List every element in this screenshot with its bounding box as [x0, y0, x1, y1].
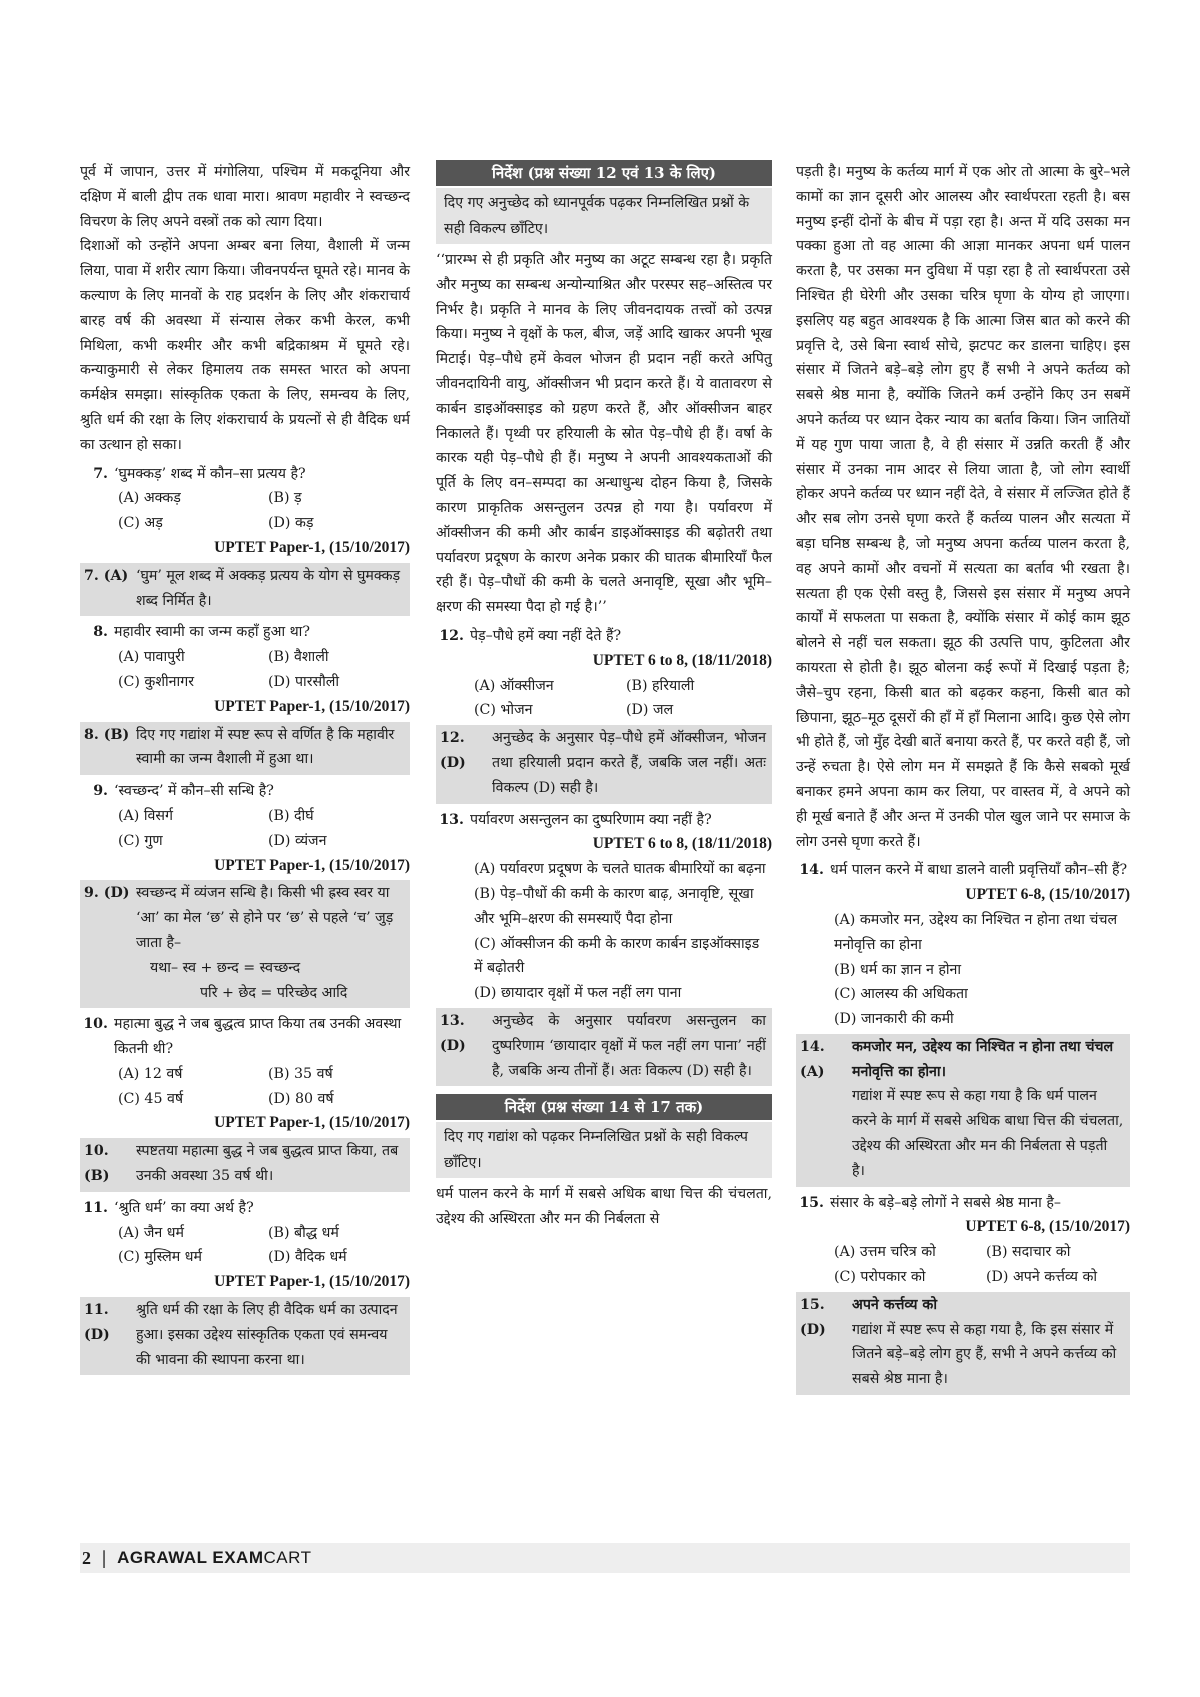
brand-suffix: CART — [263, 1548, 312, 1567]
directions-text: दिए गए गद्यांश को पढ़कर निम्नलिखित प्रश्नों के सही विकल्प छाँटिए। — [436, 1122, 772, 1178]
options — [118, 1221, 410, 1271]
answer-14 — [796, 1034, 1130, 1187]
option-d: (D) जल — [626, 702, 674, 719]
page-number: 2 — [82, 1547, 91, 1568]
option-a: (A) ऑक्सीजन — [474, 677, 554, 694]
option-d: (D) अपने कर्त्तव्य को — [986, 1269, 1098, 1286]
example-line: यथा– स्व + छन्द = स्वच्छन्द — [150, 959, 301, 976]
answer-body — [852, 1035, 1124, 1184]
question-text: धर्म पालन करने में बाधा डालने वाली प्रवृत्तियाँ कौन–सी हैं? — [830, 862, 1128, 879]
answer-text: दिए गए गद्यांश में स्पष्ट रूप से वर्णित है कि महावीर स्वामी का जन्म वैशाली में हुआ था। — [136, 726, 395, 768]
question-number: 12. — [439, 627, 464, 644]
passage-text: पूर्व में जापान, उत्तर में मंगोलिया, पश्चिम में मकदूनिया और दक्षिण में बाली द्वीप तक धावा मारा। श्रावण महावीर ने स्वच्छन्द विचरण के लिए अपने वस्त्रों तक को त्याग दिया। — [80, 164, 410, 230]
option-d: (D) वैदिक धर्म — [268, 1249, 347, 1266]
question-number: 8. — [93, 624, 108, 641]
question-12 — [436, 624, 772, 649]
answer-13 — [436, 1008, 772, 1086]
option-b: (B) बौद्ध धर्म — [268, 1224, 339, 1241]
answer-number: 13. (D) — [440, 1012, 466, 1054]
option-c: (C) गुण — [118, 832, 163, 849]
option-b: (B) पेड़–पौधों की कमी के कारण बाढ़, अनावृष्टि, सूखा और भूमि–क्षरण की समस्याएँ पैदा होना — [474, 885, 754, 927]
answer-text: अनुच्छेद के अनुसार पर्यावरण असन्तुलन का दुष्परिणाम ‘छायादार वृक्षों में फल नहीं लग पाना’ नहीं है, जबकि अन्य तीनों हैं। अतः विकल्प (D) सही है। — [492, 1012, 766, 1079]
answer-12 — [436, 725, 772, 803]
directions-heading: निर्देश (प्रश्न संख्या 12 एवं 13 के लिए) — [436, 160, 772, 186]
page-footer — [80, 1543, 1130, 1573]
options — [474, 674, 772, 724]
exam-source: UPTET 6 to 8, (18/11/2018) — [592, 651, 772, 669]
question-text: संसार के बड़े–बड़े लोगों ने सबसे श्रेष्ठ माना है– — [830, 1194, 1061, 1211]
example-line: परि + छेद = परिच्छेद आदि — [200, 984, 348, 1001]
column-left — [80, 160, 410, 1375]
question-text: पर्यावरण असन्तुलन का दुष्परिणाम क्या नहीं है? — [470, 811, 712, 828]
option-c: (C) भोजन — [474, 702, 533, 719]
options — [474, 857, 772, 1006]
option-b: (B) धर्म का ज्ञान न होना — [834, 961, 962, 978]
option-d: (D) व्यंजन — [268, 832, 327, 849]
option-d: (D) छायादार वृक्षों में फल नहीं लग पाना — [474, 985, 682, 1002]
question-15 — [796, 1191, 1130, 1216]
exam-source: UPTET Paper-1, (15/10/2017) — [214, 856, 410, 874]
option-a: (A) उत्तम चरित्र को — [834, 1244, 936, 1261]
answer-9 — [80, 880, 410, 1008]
answer-number: 9. (D) — [84, 885, 130, 902]
question-number: 14. — [799, 862, 824, 879]
option-c: (C) अड़ — [118, 515, 163, 532]
question-10 — [80, 1012, 410, 1062]
option-b: (B) ड़ — [268, 490, 302, 507]
passage-text: पड़ती है। मनुष्य के कर्तव्य मार्ग में एक ओर तो आत्मा के बुरे–भले कामों का ज्ञान दूसरी ओर आलस्य और स्वार्थपरता रहती है। बस मनुष्य इन्हीं दोनों के बीच में पड़ा रहा है। अन्त में यदि उसका मन पक्का हुआ तो वह आत्मा की आज्ञा मानकर अपना धर्म पालन करता है, पर उसका मन दुविधा में पड़ा रहा है तो स्वार्थपरता उसे निश्चित ही घेरेगी और उसका चरित्र घृणा के योग्य हो जाएगा। इसलिए यह बहुत आवश्यक है कि आत्मा जिस बात को करने की प्रवृत्ति दे, उसे बिना स्वार्थ सोचे, झटपट कर डालना चाहिए। इस संसार में जितने बड़े–बड़े लोग हुए हैं सभी ने अपने कर्तव्य को सबसे श्रेष्ठ माना है, क्योंकि जितने कर्म उन्होंने किए उन सबमें अपने कर्तव्य पर ध्यान देकर न्याय का बर्ताव किया। जिन जातियों में यह गुण पाया जाता है, वे ही संसार में उन्नति करती हैं और संसार में उनका नाम आदर से लिया जाता है, जो लोग स्वार्थी होकर अपने कर्तव्य पर ध्यान नहीं देते, वे संसार में लज्जित होते हैं और सब लोग उनसे घृणा करते हैं कर्तव्य पालन और सत्यता में बड़ा घनिष्ठ सम्बन्ध है, जो मनुष्य अपना कर्तव्य पालन करता है, वह अपने कामों और वचनों में सत्यता का बर्ताव भी रखता है। सत्यता ही एक ऐसी वस्तु है, जिससे इस संसार में मनुष्य अपने कार्यों में सफलता पा सकता है, क्योंकि संसार में कोई काम झूठ बोलने से नहीं चल सकता। झूठ की उत्पत्ति पाप, कुटिलता और कायरता से होती है। झूठ बोलना कई रूपों में दिखाई पड़ता है; जैसे–चुप रहना, किसी बात को बढ़कर कहना, किसी बात को छिपाना, झूठ–मूठ दूसरों की हाँ में हाँ मिलाना आदि। कुछ ऐसे लोग भी होते हैं, जो मुँह देखी बातें बनाया करते हैं, पर करते वही हैं, जो उन्हें रुचता है। ऐसे लोग मन में समझते हैं कि कैसे सबको मूर्ख बनाकर हमने अपना काम कर लिया, पर वास्तव में, वे अपने को ही मूर्ख बनाते हैं और अन्त में उनकी पोल खुल जाने पर समाज के लोग उनसे घृणा करते हैं। — [796, 164, 1130, 850]
column-middle — [436, 160, 772, 1232]
option-a: (A) कमजोर मन, उद्देश्य का निश्चित न होना तथा चंचल मनोवृत्ति का होना — [834, 911, 1118, 953]
answer-text: गद्यांश में स्पष्ट रूप से कहा गया है कि धर्म पालन करने के मार्ग में सबसे अधिक बाधा चित्त की चंचलता, उद्देश्य की अस्थिरता और मन की निर्बलता से पड़ती है। — [852, 1088, 1124, 1179]
question-text: महात्मा बुद्ध ने जब बुद्धत्व प्राप्त किया तब उनकी अवस्था कितनी थी? — [114, 1016, 402, 1058]
question-number: 7. — [93, 465, 108, 482]
option-d: (D) कड़ — [268, 515, 314, 532]
exam-source: UPTET 6-8, (15/10/2017) — [965, 1218, 1130, 1236]
option-d: (D) 80 वर्ष — [268, 1090, 334, 1107]
directions-text: दिए गए अनुच्छेद को ध्यानपूर्वक पढ़कर निम्नलिखित प्रश्नों के सही विकल्प छाँटिए। — [436, 188, 772, 244]
option-d: (D) जानकारी की कमी — [834, 1011, 954, 1028]
exam-source: UPTET 6-8, (15/10/2017) — [965, 886, 1130, 904]
answer-7 — [80, 563, 410, 617]
question-number: 13. — [439, 811, 464, 828]
question-13 — [436, 808, 772, 833]
exam-source: UPTET Paper-1, (15/10/2017) — [214, 1114, 410, 1132]
answer-number: 14. (A) — [800, 1038, 825, 1080]
question-text: महावीर स्वामी का जन्म कहाँ हुआ था? — [114, 624, 310, 641]
option-a: (A) विसर्ग — [118, 807, 173, 824]
answer-number: 10. (B) — [84, 1143, 110, 1185]
question-number: 10. — [83, 1016, 108, 1033]
answer-8 — [80, 722, 410, 776]
options — [118, 645, 410, 695]
exam-source: UPTET Paper-1, (15/10/2017) — [214, 697, 410, 715]
question-text: ‘स्वच्छन्द’ में कौन–सी सन्धि है? — [114, 783, 274, 800]
option-c: (C) परोपकार को — [834, 1269, 926, 1286]
option-c: (C) कुशीनागर — [118, 673, 194, 690]
brand-name: AGRAWAL EXAM — [117, 1548, 264, 1567]
answer-text: अनुच्छेद के अनुसार पेड़–पौधे हमें ऑक्सीजन, भोजन तथा हरियाली प्रदान करते हैं, जबकि जल नहीं। अतः विकल्प (D) सही है। — [492, 730, 766, 796]
answer-number: 12. (D) — [440, 730, 466, 771]
options — [118, 804, 410, 854]
answer-highlight: कमजोर मन, उद्देश्य का निश्चित न होना तथा चंचल मनोवृत्ति का होना। — [852, 1038, 1114, 1080]
passage-text: ‘‘प्रारम्भ से ही प्रकृति और मनुष्य का अटूट सम्बन्ध रहा है। प्रकृति और मनुष्य का सम्बन्ध अन्योन्याश्रित और परस्पर सह–अस्तित्व पर निर्भर है। प्रकृति ने मानव के लिए जीवनदायक तत्त्वों को उत्पन्न किया। मनुष्य ने वृक्षों के फल, बीज, जड़ें आदि खाकर अपनी भूख मिटाई। पेड़–पौधे हमें केवल भोजन ही प्रदान नहीं करते अपितु जीवनदायिनी वायु, ऑक्सीजन भी प्रदान करते हैं। ये वातावरण से कार्बन डाइऑक्साइड को ग्रहण करते हैं, और ऑक्सीजन बाहर निकालते हैं। पृथ्वी पर हरियाली के स्रोत पेड़–पौधे ही हैं। वर्षा के कारक यही पेड़–पौधे ही हैं। मनुष्य ने अपनी आवश्यकताओं की पूर्ति के लिए वन–सम्पदा का अन्धाधुन्ध दोहन किया है, जिसके कारण प्राकृतिक असन्तुलन उत्पन्न हो गया है। पर्यावरण में ऑक्सीजन की कमी और कार्बन डाइऑक्साइड की बढ़ोतरी तथा पर्यावरण प्रदूषण के कारण अनेक प्रकार की घातक बीमारियाँ फैल रही हैं। पेड़–पौधों की कमी के चलते अनावृष्टि, सूखा और भूमि–क्षरण की समस्या पैदा हो गई है।’’ — [436, 252, 772, 616]
options — [118, 486, 410, 536]
option-b: (B) दीर्घ — [268, 807, 314, 824]
answer-text: श्रुति धर्म की रक्षा के लिए ही वैदिक धर्म का उत्पादन हुआ। इसका उद्देश्य सांस्कृतिक एकता एवं समन्वय की भावना की स्थापना करना था। — [136, 1302, 398, 1368]
question-text: पेड़–पौधे हमें क्या नहीं देते हैं? — [470, 627, 622, 644]
answer-15 — [796, 1292, 1130, 1395]
option-b: (B) हरियाली — [626, 677, 695, 694]
question-9 — [80, 779, 410, 804]
option-c: (C) 45 वर्ष — [118, 1090, 184, 1107]
question-text: ‘घुमक्कड़’ शब्द में कौन–सा प्रत्यय है? — [114, 465, 306, 482]
option-a: (A) पर्यावरण प्रदूषण के चलते घातक बीमारियों का बढ़ना — [474, 861, 766, 878]
answer-text: ‘घुम’ मूल शब्द में अक्कड़ प्रत्यय के योग से घुमक्कड़ शब्द निर्मित है। — [136, 567, 401, 609]
option-a: (A) जैन धर्म — [118, 1224, 184, 1241]
option-a: (A) पावापुरी — [118, 649, 185, 666]
answer-highlight: अपने कर्त्तव्य को — [852, 1296, 938, 1313]
answer-text: स्वच्छन्द में व्यंजन सन्धि है। किसी भी ह्रस्व स्वर या ‘आ’ का मेल ‘छ’ से होने पर ‘छ’ से पहले ‘च’ जुड़ जाता है– — [136, 885, 394, 951]
answer-body — [852, 1293, 1124, 1392]
answer-number: 11. (D) — [84, 1302, 110, 1343]
question-number: 11. — [83, 1199, 108, 1216]
options — [834, 1240, 1130, 1290]
question-14 — [796, 858, 1130, 883]
option-c: (C) आलस्य की अधिकता — [834, 986, 968, 1003]
option-c: (C) मुस्लिम धर्म — [118, 1249, 202, 1266]
question-text: ‘श्रुति धर्म’ का क्या अर्थ है? — [114, 1199, 254, 1216]
question-number: 15. — [799, 1194, 824, 1211]
option-b: (B) सदाचार को — [986, 1244, 1071, 1261]
option-b: (B) वैशाली — [268, 649, 329, 666]
answer-number: 7. (A) — [84, 567, 129, 584]
column-right — [796, 160, 1130, 1395]
question-11 — [80, 1196, 410, 1221]
options — [834, 908, 1130, 1032]
answer-number: 8. (B) — [84, 726, 130, 743]
passage-text: दिशाओं को उन्होंने अपना अम्बर बना लिया, वैशाली में जन्म लिया, पावा में शरीर त्याग किया। जीवनपर्यन्त घूमते रहे। मानव के कल्याण के लिए मानवों के राह प्रदर्शन के लिए और शंकराचार्य बारह वर्ष की अवस्था में संन्यास लेकर कभी केरल, कभी मिथिला, कभी कश्मीर और कभी बद्रिकाश्रम में घूमते रहे। कन्याकुमारी से लेकर हिमालय तक समस्त भारत को अपना कर्मक्षेत्र समझा। सांस्कृतिक एकता के लिए, समन्वय के लिए, श्रुति धर्म की रक्षा के लिए शंकराचार्य के प्रयत्नों से ही वैदिक धर्म का उत्थान हो सका। — [80, 238, 410, 453]
option-b: (B) 35 वर्ष — [268, 1065, 333, 1082]
brand-logo — [117, 1548, 311, 1568]
exam-source: UPTET Paper-1, (15/10/2017) — [214, 1273, 410, 1291]
footer-separator: | — [101, 1547, 108, 1569]
option-a: (A) 12 वर्ष — [118, 1065, 183, 1082]
exam-source: UPTET 6 to 8, (18/11/2018) — [592, 835, 772, 853]
exam-source: UPTET Paper-1, (15/10/2017) — [214, 538, 410, 556]
directions-heading: निर्देश (प्रश्न संख्या 14 से 17 तक) — [436, 1094, 772, 1120]
question-7 — [80, 462, 410, 487]
options — [118, 1062, 410, 1112]
option-a: (A) अक्कड़ — [118, 490, 181, 507]
answer-10 — [80, 1138, 410, 1192]
answer-number: 15. (D) — [800, 1296, 826, 1338]
option-c: (C) ऑक्सीजन की कमी के कारण कार्बन डाइऑक्साइड में बढ़ोतरी — [474, 935, 760, 977]
option-d: (D) पारसौली — [268, 673, 340, 690]
question-number: 9. — [93, 783, 108, 800]
answer-text: स्पष्टतया महात्मा बुद्ध ने जब बुद्धत्व प्राप्त किया, तब उनकी अवस्था 35 वर्ष थी। — [136, 1143, 399, 1185]
answer-text: गद्यांश में स्पष्ट रूप से कहा गया है, कि इस संसार में जितने बड़े–बड़े लोग हुए हैं, सभी ने अपने कर्त्तव्य को सबसे श्रेष्ठ माना है। — [852, 1321, 1117, 1388]
passage-text: धर्म पालन करने के मार्ग में सबसे अधिक बाधा चित्त की चंचलता, उद्देश्य की अस्थिरता और मन की निर्बलता से — [436, 1186, 772, 1228]
answer-11 — [80, 1297, 410, 1375]
question-8 — [80, 620, 410, 645]
answer-body — [136, 881, 404, 1005]
